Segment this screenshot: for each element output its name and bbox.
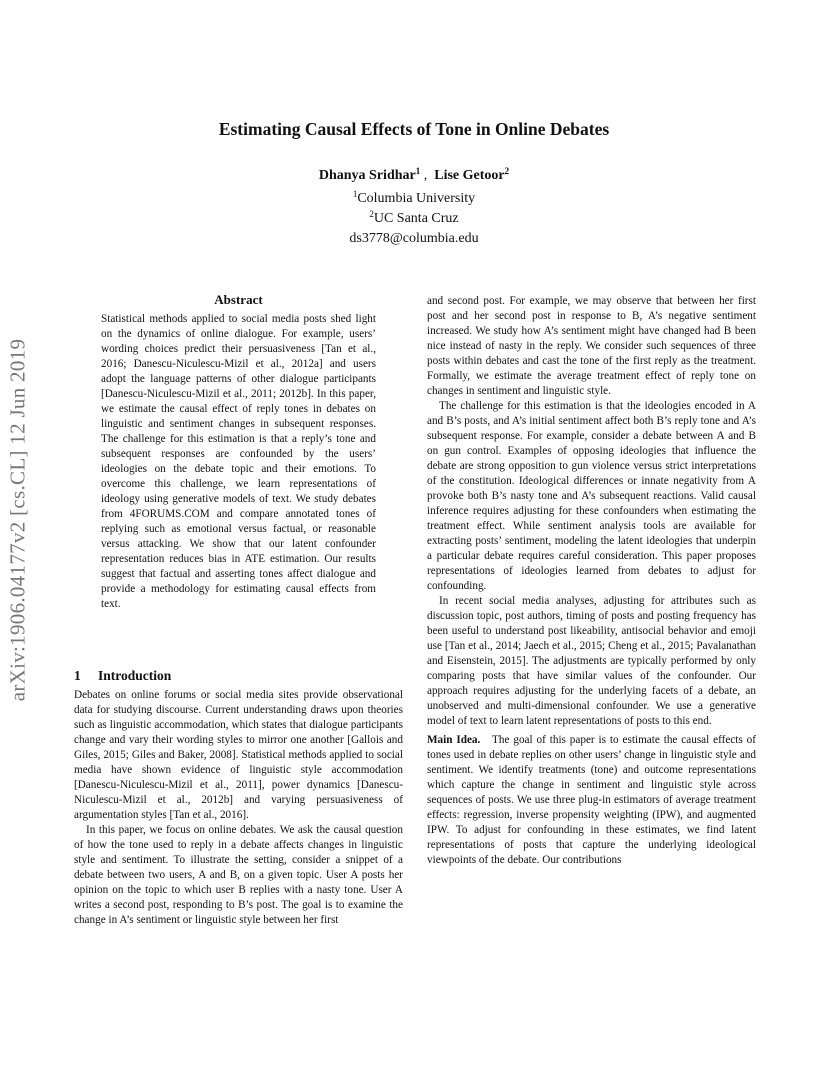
affiliation-2 <box>0 211 828 227</box>
author-separator: , <box>420 168 435 183</box>
main-idea-text: The goal of this paper is to estimate the causal effects of tones used in debate replies on other users’ change in linguistic style and sentiment. We identify treatments (tone) and outcome representations which capture the change in sentiment and linguistic style across sequences of posts. We use three plug-in estimators of average treatment effects: regression, inverse propensity weighting (IPW), and augmented IPW. To adjust for confounding in these estimates, we find latent representations of posts that capture the underlying ideological viewpoints of the debate. Our contributions <box>427 734 756 866</box>
author-email: ds3778@columbia.edu <box>349 231 479 246</box>
author-line <box>0 168 828 184</box>
intro-paragraph-2-continued: and second post. For example, we may observe that between her first post and her second post in response to B, A’s negative sentiment increased. We study how A’s sentiment might have changed had B been nice instead of nasty in the reply. We consider such sequences of three posts within debates and cast the tone of the first reply as the treatment. Formally, we estimate the average treatment effect of reply tone on changes in sentiment and linguistic style. <box>427 295 756 397</box>
section-title: Introduction <box>98 668 172 683</box>
author-name-1: Dhanya Sridhar <box>318 168 416 183</box>
author-affil-mark-2: 2 <box>504 166 510 176</box>
intro-paragraph-1: Debates on online forums or social media sites provide observational data for studying discourse. Current understanding draws upon theories such as linguistic accommodation, which states that dialogue participants change and vary their wording styles to mirror one another [Gallois and Giles, 2015; Giles and Baker, 2008]. Statistical methods applied to social media have shown evidence of linguistic style accommodation [Danescu-Niculescu-Mizil et al., 2011], power dynamics [Danescu-Niculescu-Mizil et al., 2012b] and varying persuasiveness of argumentation styles [Tan et al., 2016]. <box>74 689 403 821</box>
abstract-block <box>101 292 376 612</box>
affiliation-2-name: UC Santa Cruz <box>373 211 459 226</box>
affiliation-2-mark: 2 <box>369 209 374 219</box>
paper-title: Estimating Causal Effects of Tone in Online Debates <box>218 119 610 139</box>
abstract-text: Statistical methods applied to social media posts shed light on the dynamics of online dialogue. For example, users’ wording choices predict their persuasiveness [Tan et al., 2016; Danescu-Niculescu-Mizil et al., 2012a] and users adopt the language patterns of other dialogue participants [Danescu-Niculescu-Mizil et al., 2011; 2012b]. In this paper, we estimate the causal effect of reply tones in debates on linguistic and sentiment changes in subsequent responses. The challenge for this estimation is that a reply’s tone and subsequent responses are confounded by the users’ ideologies on the debate topic and their emotions. To overcome this challenge, we learn representations of ideology using generative models of text. We study debates from 4FORUMS.COM and compare annotated tones of replying such as emotional versus factual, or reasonable versus attacking. We show that our latent confounder representation reduces bias in ATE estimation. Our results suggest that factual and asserting tones affect dialogue and provide a methodology for estimating causal effects from text. <box>101 313 376 610</box>
intro-paragraph-2: In this paper, we focus on online debates. We ask the causal question of how the tone used to reply in a debate affects changes in linguistic style and sentiment. To illustrate the setting, consider a snippet of a debate between two users, A and B, on a given topic. User A posts her opinion on the topic to which user B replies with a nasty tone. User A writes a second post, responding to B’s post. The goal is to examine the change in A’s sentiment or linguistic style between her first <box>74 824 403 926</box>
arxiv-identifier-text: arXiv:1906.04177v2 [cs.CL] 12 Jun 2019 <box>5 338 30 702</box>
affiliation-1-mark: 1 <box>352 189 358 199</box>
intro-paragraph-3: The challenge for this estimation is that the ideologies encoded in A and B’s posts, and A’s initial sentiment affect both B’s reply tone and A’s subsequent response. For example, consider a debate between A and B on gun control. Examples of opposing ideologies that influence the debate are strong opposition to gun violence versus strict interpretations of the constitution. Ideological differences or innate negativity from A provoke both B’s nasty tone and A’s subsequent reactions. Valid causal inference requires adjusting for these confounders when estimating the treatment effect. While sentiment analysis tools are available for extracting posts’ sentiment, modeling the latent ideologies that underpin a particular debate requires careful consideration. This paper proposes representations of ideologies learned from debates to adjust for confounding. <box>427 400 756 592</box>
intro-paragraph-4: In recent social media analyses, adjusting for attributes such as discussion topic, post authors, timing of posts and posting frequency has been useful to understand post likeability, antisocial behavior and emoji use [Tan et al., 2014; Jaech et al., 2015; Cheng et al., 2015; Pavalanathan and Eisenstein, 2015]. The adjustments are typically performed by only comparing posts that have similar values of the confounder. Our approach requires adjusting for the underlying facets of a debate, an unobserved and multi-dimensional confounder. We use a generative model of text to learn latent representations of posts to this end. <box>427 595 756 727</box>
section-heading-introduction <box>74 668 403 683</box>
affiliation-1-name: Columbia University <box>357 191 476 206</box>
main-idea-paragraph <box>427 733 756 868</box>
affiliation-1 <box>0 191 828 207</box>
introduction-left-column <box>74 660 403 928</box>
introduction-right-column <box>427 294 756 868</box>
main-idea-heading: Main Idea. <box>427 734 481 746</box>
section-number: 1 <box>74 668 81 683</box>
abstract-heading: Abstract <box>214 292 263 307</box>
author-affil-mark-1: 1 <box>415 166 421 176</box>
author-name-2: Lise Getoor <box>434 168 505 183</box>
